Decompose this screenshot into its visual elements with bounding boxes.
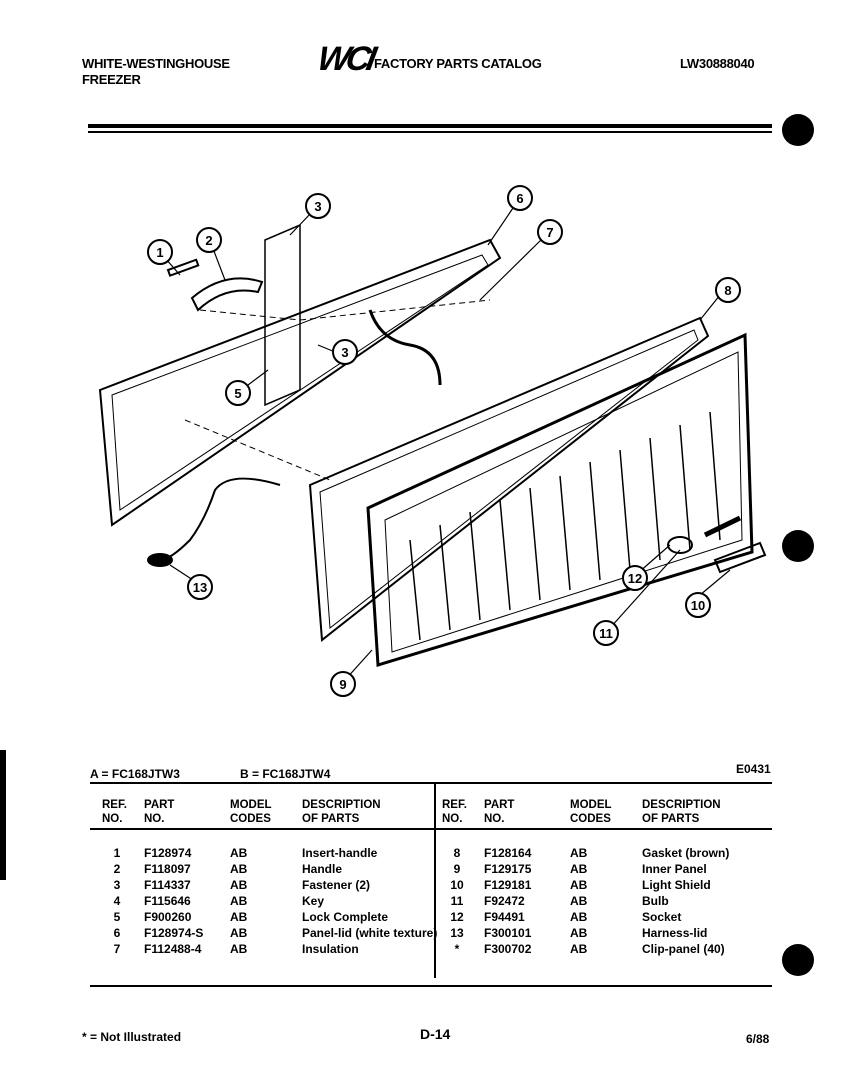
table-row xyxy=(102,941,442,957)
cell-part: F112488-4 xyxy=(144,942,202,956)
table-row xyxy=(442,941,782,957)
svg-text:3: 3 xyxy=(341,345,349,360)
table-bottom-rule xyxy=(90,985,772,987)
svg-text:13: 13 xyxy=(192,580,208,595)
cell-ref: 6 xyxy=(113,926,121,940)
date: 6/88 xyxy=(746,1032,770,1046)
wci-logo: WCI xyxy=(314,40,376,78)
catalog-number: LW30888040 xyxy=(680,56,755,71)
cell-desc: Clip-panel (40) xyxy=(642,942,725,956)
header-left: REF. NO. PART NO. MODEL CODES DESCRIPTION OF PARTS xyxy=(102,799,381,825)
cell-codes: AB xyxy=(230,926,248,940)
cell-codes: AB xyxy=(230,894,248,908)
cell-ref: 10 xyxy=(450,878,464,892)
svg-text:3: 3 xyxy=(314,199,322,214)
cell-part: F129175 xyxy=(484,862,532,876)
product: FREEZER xyxy=(82,72,141,87)
table-row xyxy=(442,861,782,877)
callout-2 xyxy=(197,228,221,252)
cell-codes: AB xyxy=(570,926,588,940)
table-row xyxy=(102,877,442,893)
svg-text:6: 6 xyxy=(516,191,524,206)
table-header-rule xyxy=(90,828,772,830)
cell-codes: AB xyxy=(570,910,588,924)
cell-ref: 2 xyxy=(113,862,121,876)
cell-codes: AB xyxy=(230,910,248,924)
cell-ref: 11 xyxy=(450,894,464,908)
cell-codes: AB xyxy=(230,942,248,956)
svg-text:10: 10 xyxy=(690,598,706,613)
table-row xyxy=(102,845,442,861)
model-a: A = FC168JTW3 xyxy=(90,767,180,781)
svg-text:12: 12 xyxy=(627,571,643,586)
table-row xyxy=(102,861,442,877)
cell-codes: AB xyxy=(570,878,588,892)
callout-10 xyxy=(686,593,710,617)
cell-part: F300702 xyxy=(484,942,532,956)
cell-codes: AB xyxy=(230,846,248,860)
cell-desc: Fastener (2) xyxy=(302,878,371,892)
table-row xyxy=(442,877,782,893)
cell-part: F900260 xyxy=(144,910,192,924)
table-row xyxy=(442,893,782,909)
parts-table-left xyxy=(102,845,442,957)
svg-text:9: 9 xyxy=(339,677,347,692)
cell-desc: Key xyxy=(302,894,325,908)
callout-6 xyxy=(508,186,532,210)
cell-desc: Socket xyxy=(642,910,682,924)
callout-8 xyxy=(716,278,740,302)
svg-text:5: 5 xyxy=(234,386,242,401)
cell-codes: AB xyxy=(230,878,248,892)
callout-13 xyxy=(188,575,212,599)
scan-edge xyxy=(0,750,6,880)
table-row xyxy=(102,893,442,909)
cell-ref: * xyxy=(454,942,460,956)
cell-desc: Light Shield xyxy=(642,878,711,892)
callout-5 xyxy=(226,381,250,405)
table-row xyxy=(442,909,782,925)
cell-part: F128164 xyxy=(484,846,532,860)
cell-desc: Panel-lid (white texture) xyxy=(302,926,438,940)
cell-codes: AB xyxy=(570,942,588,956)
brand: WHITE-WESTINGHOUSE xyxy=(82,56,230,71)
svg-text:2: 2 xyxy=(205,233,213,248)
cell-part: F128974 xyxy=(144,846,192,860)
model-b: B = FC168JTW4 xyxy=(240,767,331,781)
table-row xyxy=(102,925,442,941)
cell-codes: AB xyxy=(570,862,588,876)
svg-text:11: 11 xyxy=(599,626,613,641)
cell-ref: 9 xyxy=(453,862,461,876)
footnote: * = Not Illustrated xyxy=(82,1030,182,1044)
table-row xyxy=(442,845,782,861)
cell-part: F300101 xyxy=(484,926,532,940)
svg-text:8: 8 xyxy=(724,283,732,298)
cell-part: F94491 xyxy=(484,910,525,924)
page-number: D-14 xyxy=(420,1026,451,1042)
cell-ref: 4 xyxy=(113,894,121,908)
svg-text:1: 1 xyxy=(156,245,164,260)
cell-ref: 3 xyxy=(113,878,121,892)
cell-desc: Lock Complete xyxy=(302,910,389,924)
header-right: REF. NO. PART NO. MODEL CODES DESCRIPTION OF PARTS xyxy=(442,799,721,825)
cell-desc: Insulation xyxy=(302,942,359,956)
cell-codes: AB xyxy=(570,846,588,860)
cell-part: F115646 xyxy=(144,894,191,908)
cell-desc: Harness-lid xyxy=(642,926,708,940)
cell-codes: AB xyxy=(230,862,248,876)
callout-3 xyxy=(306,194,330,218)
diagram-code: E0431 xyxy=(736,762,771,776)
callout-9 xyxy=(331,672,355,696)
cell-part: F129181 xyxy=(484,878,532,892)
cell-ref: 7 xyxy=(113,942,121,956)
cell-desc: Inner Panel xyxy=(642,862,707,876)
callout-3b xyxy=(333,340,357,364)
callout-12 xyxy=(623,566,647,590)
cell-part: F128974-S xyxy=(144,926,204,940)
cell-ref: 12 xyxy=(450,910,464,924)
catalog-title: FACTORY PARTS CATALOG xyxy=(374,56,542,71)
cell-desc: Bulb xyxy=(642,894,669,908)
cell-part: F92472 xyxy=(484,894,525,908)
table-top-rule xyxy=(90,782,772,784)
punch-hole xyxy=(782,944,814,976)
cell-ref: 8 xyxy=(453,846,461,860)
cell-ref: 5 xyxy=(113,910,121,924)
cell-desc: Handle xyxy=(302,862,343,876)
callout-11 xyxy=(594,621,618,645)
cell-ref: 1 xyxy=(113,846,121,860)
cell-desc: Insert-handle xyxy=(302,846,378,860)
table-row xyxy=(102,909,442,925)
cell-part: F118097 xyxy=(144,862,191,876)
cell-part: F114337 xyxy=(144,878,191,892)
parts-table-right xyxy=(442,845,782,957)
callout-1 xyxy=(148,240,172,264)
svg-text:7: 7 xyxy=(546,225,554,240)
cell-desc: Gasket (brown) xyxy=(642,846,730,860)
cell-ref: 13 xyxy=(450,926,464,940)
table-row xyxy=(442,925,782,941)
cell-codes: AB xyxy=(570,894,588,908)
callout-7 xyxy=(538,220,562,244)
